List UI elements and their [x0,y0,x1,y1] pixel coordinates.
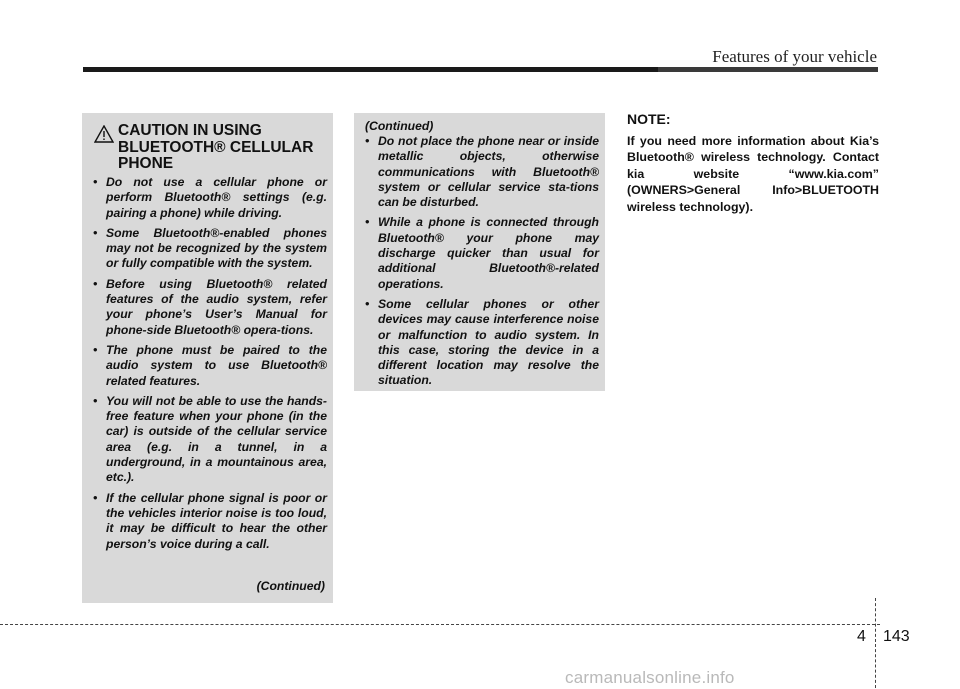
caution-box [82,113,333,603]
list-item: • Some Bluetooth®-enabled phones may not be recognized by the system or fully compatible with the system. [90,226,327,272]
list-item: • The phone must be paired to the audio system to use Bluetooth® related features. [90,343,327,389]
list-item: • You will not be able to use the hands-free feature when your phone (in the car) is outside of the cellular service area (e.g. in a tunnel, in a underground, in a mountainous area, etc.). [90,394,327,486]
chapter-number: 4 [857,628,866,645]
list-item: • Before using Bluetooth® related features of the audio system, refer your phone’s User’s Manual for phone-side Bluetooth® opera-tions. [90,277,327,338]
list-item: • Do not use a cellular phone or perform Bluetooth® settings (e.g. pairing a phone) while driving. [90,175,327,221]
list-item: • While a phone is connected through Bluetooth® your phone may discharge quicker than usual for additional Bluetooth®-related operations. [362,215,599,291]
page-number: 143 [883,628,910,645]
list-item: • Some cellular phones or other devices may cause interference noise or malfunction to audio system. In this case, storing the device in a different location may resolve the situation. [362,297,599,389]
watermark-text[interactable]: carmanualsonline.info [565,668,735,687]
section-title: Features of your vehicle [712,47,877,66]
header-rule [83,67,878,72]
note-body: If you need more information about Kia’s Bluetooth® wireless technology. Contact kia website “www.kia.com” (OWNERS>General Info>BLUETOOTH wireless technology). [627,134,879,214]
warning-triangle-icon [94,125,114,143]
continued-label: (Continued) [256,579,325,593]
caution-continued-list [362,134,599,394]
list-item: • Do not place the phone near or inside metallic objects, otherwise communications with Bluetooth® system or cellular service sta-tions can be disturbed. [362,134,599,210]
note-title: NOTE: [627,111,671,127]
continued-label: (Continued) [365,119,434,133]
list-item: • If the cellular phone signal is poor or the vehicles interior noise is too loud, it may be difficult to hear the other person’s voice during a call. [90,491,327,552]
caution-heading: CAUTION IN USING BLUETOOTH® CELLULAR PHONE [118,122,314,172]
footer-divider [875,598,876,688]
footer-rule [0,624,880,625]
caution-list [90,175,327,557]
caution-continued-box [354,113,605,391]
